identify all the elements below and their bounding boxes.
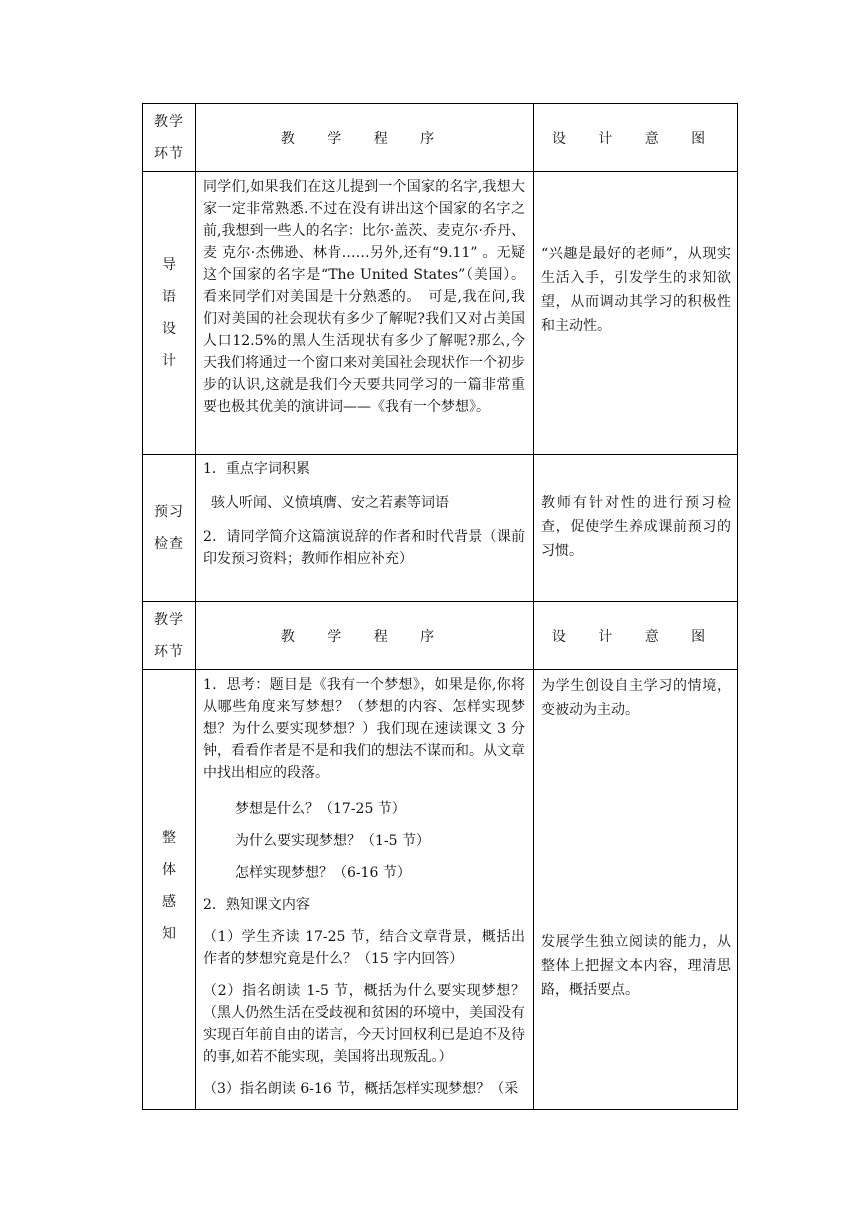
intro-procedure-cell [203, 176, 525, 451]
intro-label-char: 导 [162, 257, 176, 273]
preview-label-cell [143, 455, 195, 601]
intro-label-char: 设 [162, 321, 176, 337]
intro-label [162, 249, 176, 377]
preview-intent-cell [541, 491, 731, 563]
header2-procedure-cell [196, 602, 533, 669]
overall-label-cell [143, 670, 195, 1110]
preview-item1-words: 骇人听闻、义愤填膺、安之若素等词语 [211, 495, 449, 511]
section-label: 教学环节 [154, 611, 184, 660]
overall-intent1-cell [541, 674, 731, 722]
row-divider [143, 669, 737, 670]
intro-intent: “兴趣是最好的老师”，从现实生活入手，引发学生的求知欲望，从而调动其学习的积极性和主动性。 [541, 246, 731, 334]
procedure-label: 教 学 程 序 [280, 628, 449, 645]
overall-s2: （2）指名朗读 1-5 节，概括为什么要实现梦想？（黑人仍然生活在受歧视和贫困的环境中，美国没有实现百年前自由的诺言，今天讨回权利已是迫不及待的事,如若不能实现，美国将出现叛乱。） [203, 983, 525, 1065]
header2-intent-cell [534, 602, 737, 669]
intro-label-char: 语 [162, 289, 176, 305]
header-procedure-cell [196, 104, 533, 171]
overall-q1: 梦想是什么？（17-25 节） [235, 801, 406, 817]
overall-procedure-cell [203, 674, 525, 1110]
overall-intent2: 发展学生独立阅读的能力，从整体上把握文本内容，理清思路，概括要点。 [541, 934, 731, 998]
overall-familiar: 2．熟知课文内容 [203, 897, 310, 913]
preview-item2: 2．请同学简介这篇演说辞的作者和时代背景（课前印发预习资料；教师作相应补充） [203, 529, 525, 567]
preview-intent: 教师有针对性的进行预习检查，促使学生养成课前预习的习惯。 [541, 495, 731, 559]
row-divider [143, 171, 737, 172]
overall-label-char: 整 [162, 830, 176, 846]
overall-label-char: 感 [162, 894, 176, 910]
procedure-label: 教 学 程 序 [280, 130, 449, 147]
intent-label: 设 计 意 图 [551, 628, 720, 645]
row-divider [143, 454, 737, 455]
intro-intent-cell [541, 242, 731, 338]
intro-label-cell [143, 172, 195, 454]
section-label: 教学环节 [154, 113, 184, 162]
preview-item1: 1．重点字词积累 [203, 461, 310, 477]
lesson-plan-table [142, 103, 738, 1110]
overall-label-char: 知 [162, 926, 176, 942]
overall-s3: （3）指名朗读 6-16 节，概括怎样实现梦想？（采 [203, 1081, 519, 1097]
overall-intent1: 为学生创设自主学习的情境，变被动为主动。 [541, 678, 731, 718]
overall-intent2-cell [541, 930, 731, 1002]
overall-label-char: 体 [162, 862, 176, 878]
preview-label: 预习检查 [154, 504, 184, 552]
intro-text: 同学们,如果我们在这儿提到一个国家的名字,我想大家一定非常熟悉.不过在没有讲出这个国家的名字之前,我想到一些人的名字：比尔·盖茨、麦克尔·乔丹、麦 克尔·杰佛逊、林肯……另外,还有“9.11” 。无疑这个国家的名字是“The United States”（美国）。看来同学们对美国是十分熟悉的。 可是,我在问,我们对美国的社会现状有多少了解呢?我们又对占美国人口12.5%的黑人生活现状有多少了解呢?那么,今天我们将通过一个窗口来对美国社会现状作一个初步步的认识,这就是我们今天要共同学习的一篇非常重要也极其优美的演讲词——《我有一个梦想》。 [203, 179, 525, 415]
overall-q3: 怎样实现梦想？（6-16 节） [235, 865, 411, 881]
overall-s1: （1）学生齐读 17-25 节，结合文章背景，概括出作者的梦想究竟是什么？（15 字内回答） [203, 929, 525, 967]
intro-label-char: 计 [162, 353, 176, 369]
preview-procedure-cell [203, 458, 525, 570]
header2-section-cell [143, 602, 195, 669]
overall-label [162, 822, 176, 950]
overall-q2: 为什么要实现梦想？（1-5 节） [235, 833, 430, 849]
header-section-cell [143, 104, 195, 171]
intent-label: 设 计 意 图 [551, 130, 720, 147]
header-intent-cell [534, 104, 737, 171]
overall-think: 1．思考：题目是《我有一个梦想》，如果是你,你将从哪些角度来写梦想？（梦想的内容、怎样实现梦想？为什么要实现梦想？）我们现在速读课文 3 分钟，看看作者是不是和我们的想法不谋而和。从文章中找出相应的段落。 [203, 677, 525, 781]
